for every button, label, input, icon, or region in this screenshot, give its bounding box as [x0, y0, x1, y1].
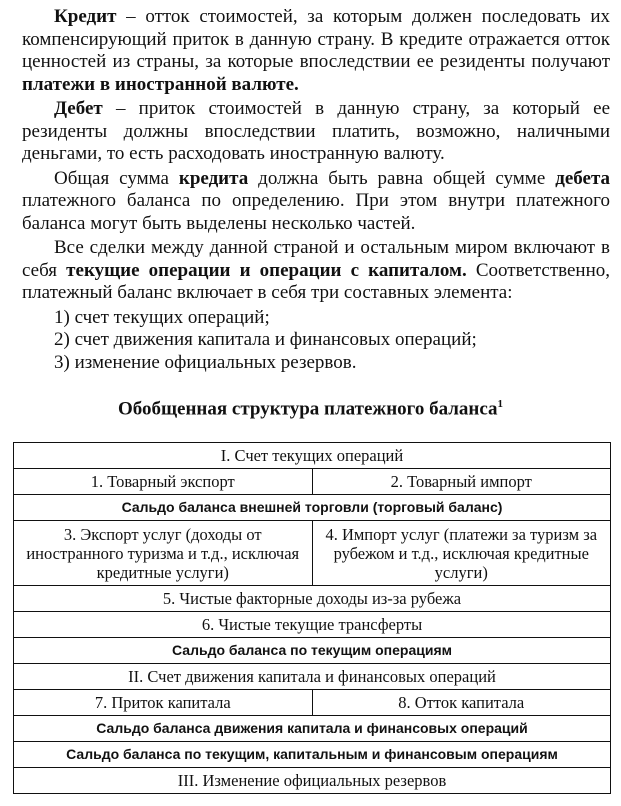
table-title-text: Обобщенная структура платежного баланса — [117, 398, 498, 420]
term-credit: Кредит — [54, 6, 117, 27]
table-cell: 5. Чистые факторные доходы из-за рубежа — [14, 586, 611, 612]
table-row — [14, 586, 611, 612]
table-cell: 1. Товарный экспорт — [14, 469, 313, 495]
table-row — [14, 443, 611, 469]
table-row — [14, 638, 611, 664]
table-cell: Сальдо баланса внешней торговли (торговый баланс) — [14, 495, 611, 521]
table-row — [14, 612, 611, 638]
table-cell: I. Счет текущих операций — [14, 443, 611, 469]
credit-text: – отток стоимостей, за которым должен последовать их компенсирующий приток в данную страну. В кредите отражается отток ценностей из страны, за которые впоследствии ее резиденты получают — [22, 6, 610, 72]
list-item: 3) изменение официальных резервов. — [54, 351, 357, 373]
debit-text: – приток стоимостей в данную страну, за который ее резиденты должны впоследствии платить, возможно, наличными деньгами, то есть расходовать иностранную валюту. — [22, 98, 610, 164]
table-cell: 7. Приток капитала — [14, 690, 313, 716]
table-row — [14, 521, 611, 586]
table-row — [14, 495, 611, 521]
sum-text-3: платежного баланса по определению. При этом внутри платежного баланса могут быть выделены несколько частей. — [22, 190, 610, 234]
deals-text-1: Все сделки между данной страной и остальным миром включают в себя — [22, 237, 610, 281]
list-item: 2) счет движения капитала и финансовых операций; — [54, 329, 477, 350]
body-text — [22, 6, 610, 374]
table-row — [14, 768, 611, 794]
footnote-marker: 1 — [497, 398, 504, 410]
table-cell: 8. Отток капитала — [312, 690, 611, 716]
paragraph-deals — [22, 237, 610, 305]
table-row — [14, 469, 611, 495]
table-row — [14, 716, 611, 742]
paragraph-debit — [22, 98, 610, 166]
table-cell: III. Изменение официальных резервов — [14, 768, 611, 794]
balance-structure-table — [13, 442, 611, 794]
table-cell: 3. Экспорт услуг (доходы от иностранного туризма и т.д., исключая кредитные услуги) — [14, 521, 313, 586]
deals-emphasis: текущие операции и операции с капиталом. — [66, 259, 467, 281]
term-debit: Дебет — [54, 98, 103, 119]
deals-text-2: Соответственно, платежный баланс включает в себя три составных элемента: — [22, 259, 611, 303]
sum-text-1: Общая сумма — [54, 167, 179, 189]
credit-emphasis: платежи в иностранной валюте. — [22, 73, 299, 95]
table-cell: Сальдо баланса по текущим, капитальным и финансовым операциям — [14, 742, 611, 768]
sum-text-2: должна быть равна общей сумме — [248, 167, 556, 189]
table-cell: II. Счет движения капитала и финансовых операций — [14, 664, 611, 690]
sum-emphasis-2: дебета — [555, 167, 611, 189]
table-row — [14, 690, 611, 716]
table-cell: 6. Чистые текущие трансферты — [14, 612, 611, 638]
table-cell: Сальдо баланса движения капитала и финансовых операций — [14, 716, 611, 742]
table-cell: Сальдо баланса по текущим операциям — [14, 638, 611, 664]
table-cell: 2. Товарный импорт — [312, 469, 611, 495]
table-cell: 4. Импорт услуг (платежи за туризм за рубежом и т.д., исключая кредитные услуги) — [312, 521, 611, 586]
sum-emphasis-1: кредита — [178, 167, 249, 189]
paragraph-credit — [22, 6, 610, 96]
table-row — [14, 664, 611, 690]
paragraph-sum — [22, 168, 610, 236]
list-item: 1) счет текущих операций; — [54, 306, 270, 328]
table-title — [0, 398, 621, 420]
table-row — [14, 742, 611, 768]
